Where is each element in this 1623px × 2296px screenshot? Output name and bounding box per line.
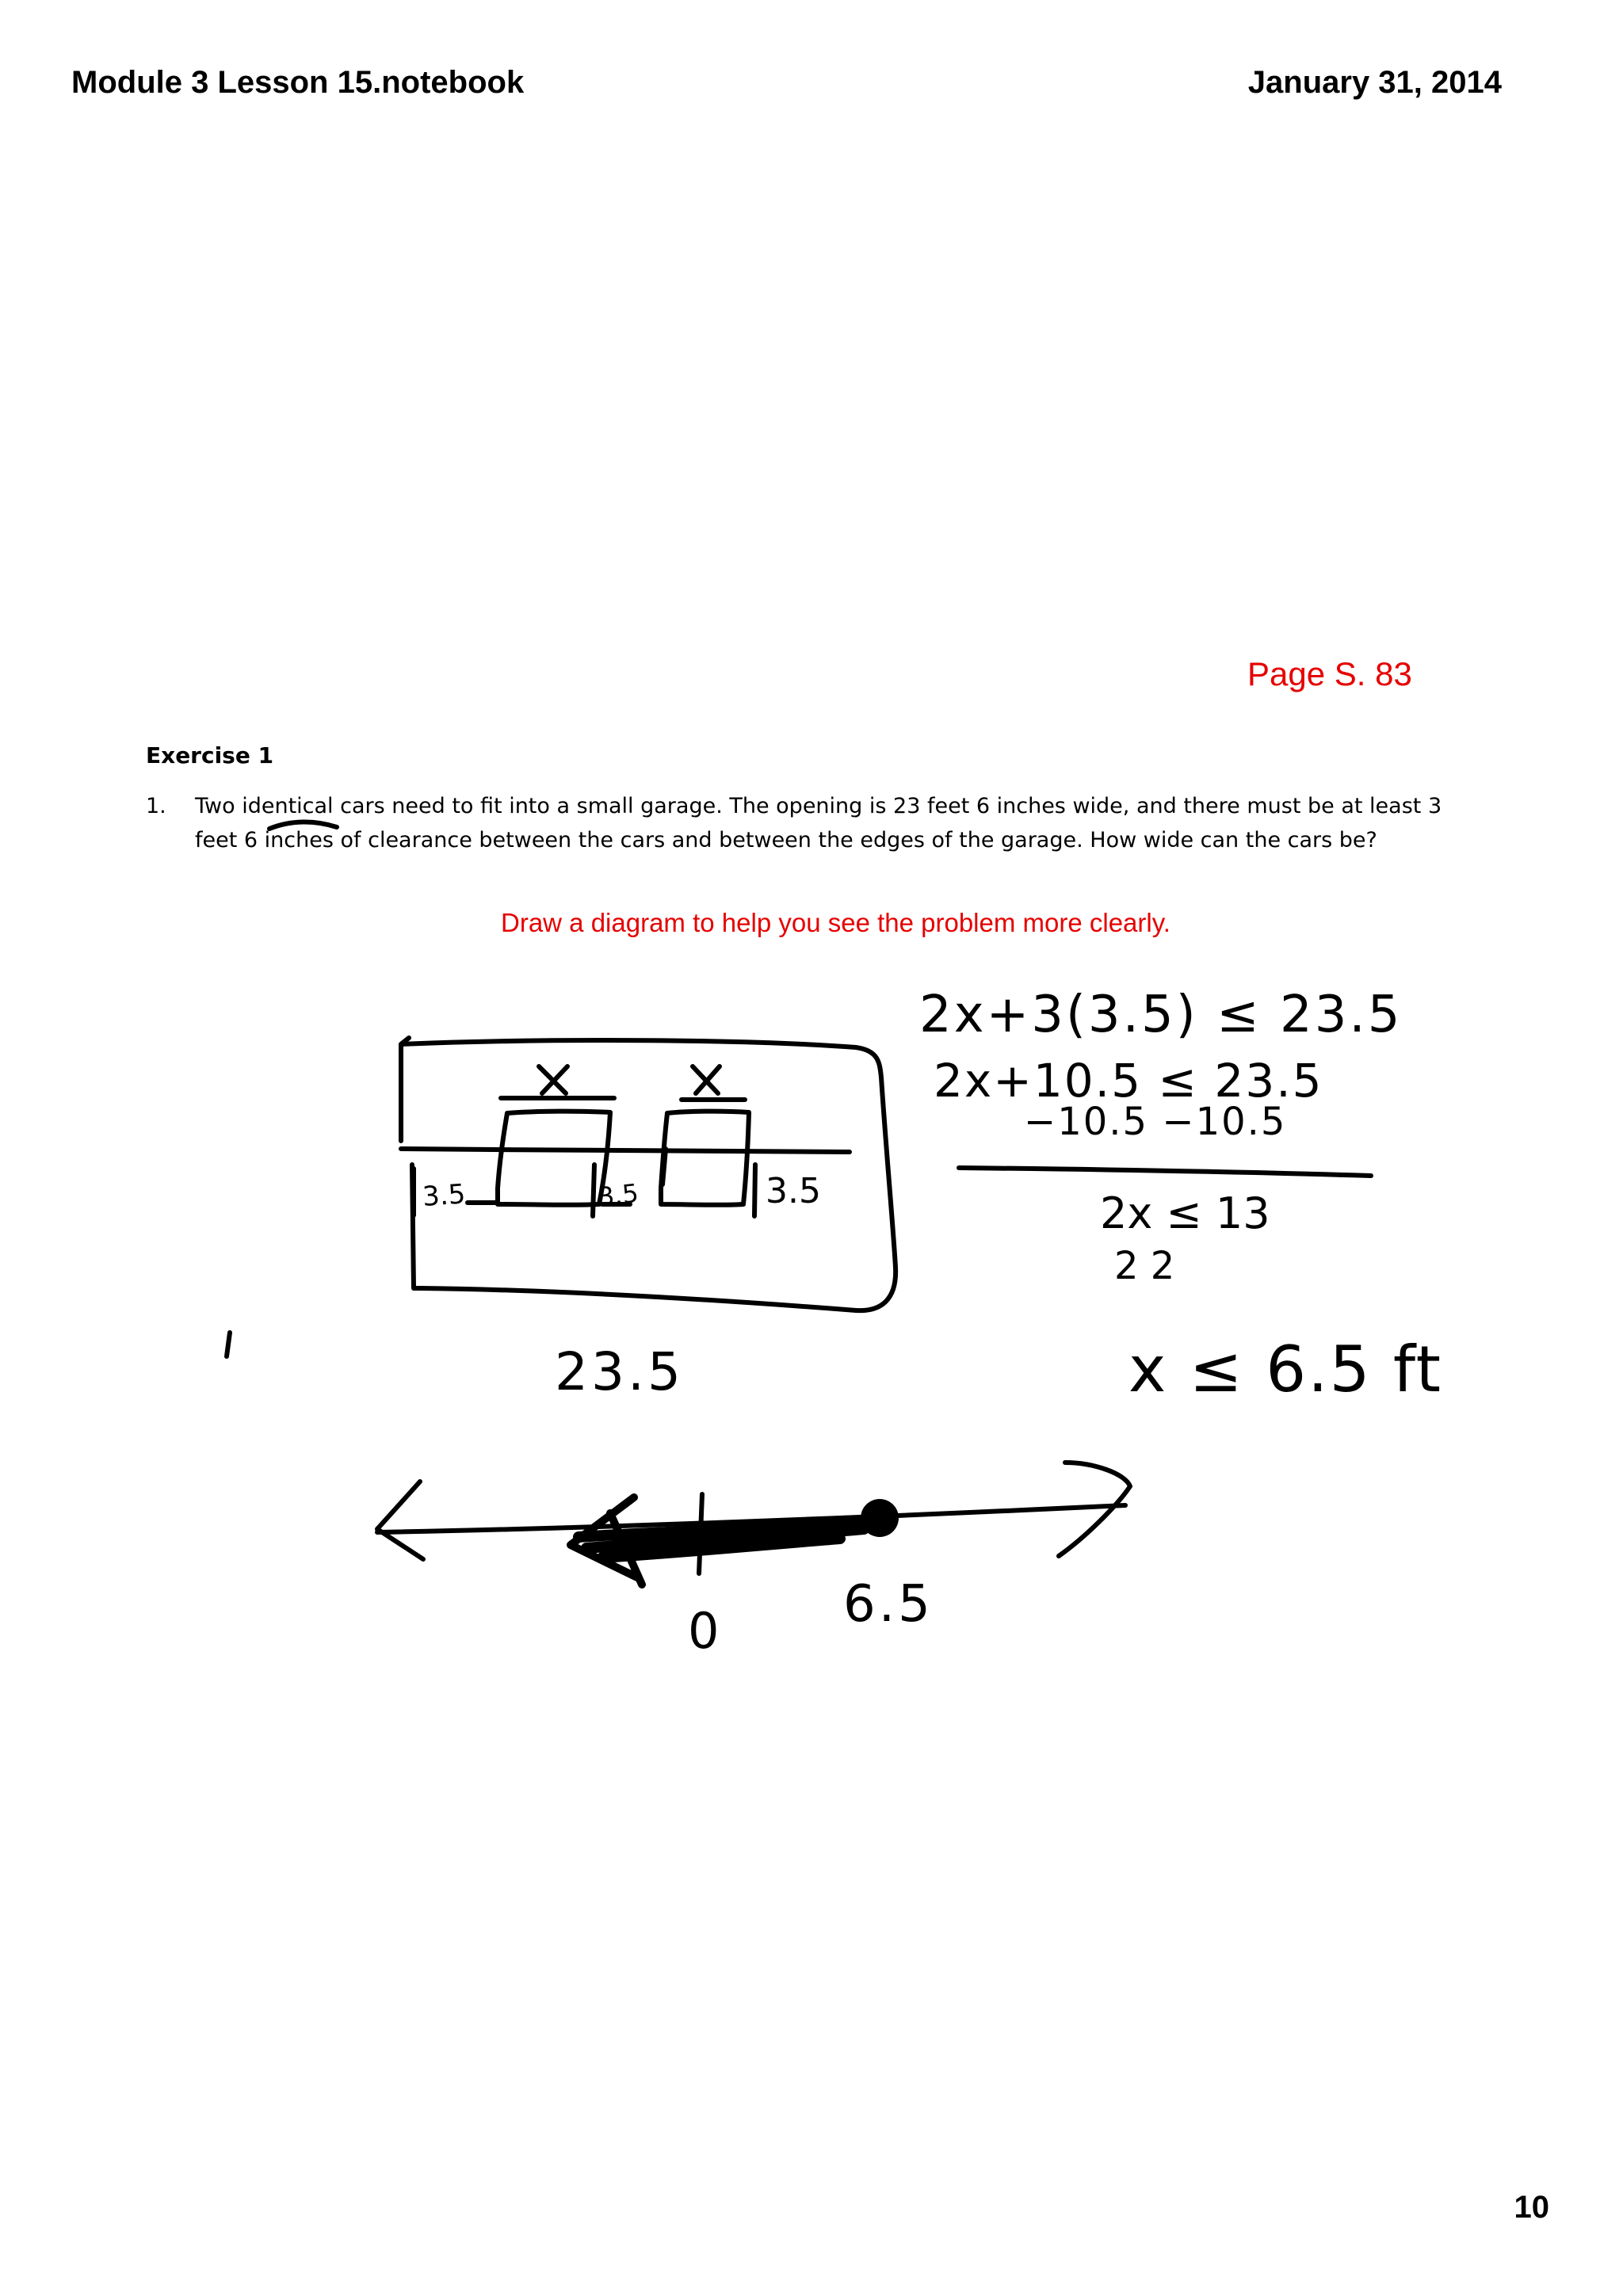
work-line-3: −10.5 −10.5 — [1024, 1100, 1287, 1144]
diagram-instruction: Draw a diagram to help you see the problem more clearly. — [501, 908, 1170, 937]
right-arrow-head — [1059, 1463, 1130, 1556]
car-1-x-mark — [501, 1066, 614, 1098]
notebook-title: Module 3 Lesson 15.notebook — [71, 65, 525, 100]
closed-point — [861, 1499, 899, 1537]
page-number: 10 — [1514, 2190, 1549, 2225]
car-2-door — [663, 1149, 666, 1184]
gap-tick-3 — [754, 1165, 755, 1216]
garage-back-line — [401, 1149, 850, 1152]
problem-number: 1. — [146, 794, 166, 818]
number-line-point: 6.5 — [843, 1575, 934, 1634]
work-line-2: 2x+10.5 ≤ 23.5 — [934, 1054, 1323, 1108]
number-line-zero: 0 — [688, 1602, 720, 1660]
gap-label-2: 3.5 — [596, 1177, 640, 1212]
gap-tick-2 — [593, 1165, 594, 1216]
left-arrow-head — [377, 1482, 423, 1559]
garage-outline — [401, 1038, 896, 1310]
gap-label-1: 3.5 — [421, 1178, 467, 1213]
problem-statement — [146, 789, 1445, 857]
zero-tick — [699, 1494, 702, 1573]
car-2 — [661, 1112, 749, 1205]
page-reference: Page S. 83 — [1247, 655, 1412, 692]
shaded-arrow-head — [571, 1497, 642, 1585]
problem-text: Two identical cars need to fit into a small garage. The opening is 23 feet 6 inches wide, and there must be at least 3 feet 6 inches of clearance between the cars and between the edges of the garage. How wide can the cars be? — [195, 794, 1442, 852]
work-line-4-denominator: 2 2 — [1114, 1244, 1175, 1288]
shaded-ray — [579, 1521, 872, 1558]
answer-line: x ≤ 6.5 ft — [1128, 1333, 1443, 1406]
car-1 — [498, 1112, 610, 1205]
number-line-axis — [377, 1505, 1125, 1532]
total-width-label: 23.5 — [555, 1341, 684, 1402]
work-line-1: 2x+3(3.5) ≤ 23.5 — [919, 986, 1403, 1044]
exercise-heading: Exercise 1 — [146, 742, 274, 769]
work-line-4: 2x ≤ 13 — [1100, 1188, 1270, 1238]
fraction-bar — [959, 1168, 1371, 1176]
car-2-x-mark — [682, 1066, 745, 1100]
number-line — [377, 1463, 1130, 1585]
garage-diagram — [227, 1038, 896, 1356]
notebook-date: January 31, 2014 — [1247, 65, 1502, 100]
gap-label-3: 3.5 — [766, 1171, 821, 1211]
stray-mark — [227, 1333, 230, 1356]
